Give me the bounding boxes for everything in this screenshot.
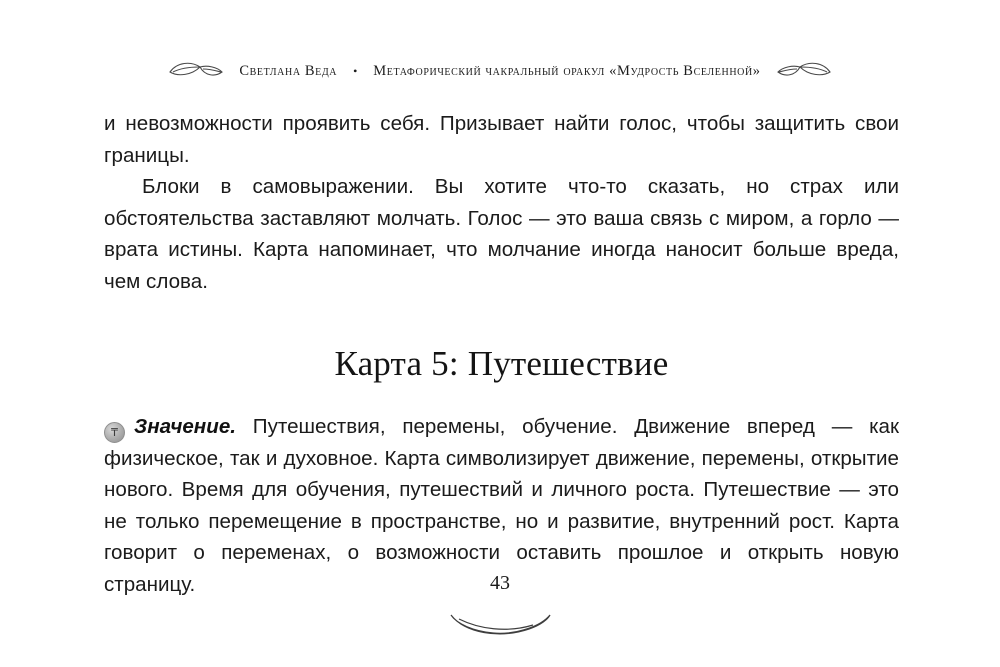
body-paragraph-2: Блоки в самовыражении. Вы хотите что-то сказать, но страх или обстоятельства заставляют молчать. Голос — это ваша связь с миром, а горло — врата истины. Карта напоминает, что молчание иногда наносит больше вреда, чем слова. <box>104 175 899 293</box>
footer-ornament <box>0 609 1000 639</box>
running-head-title: Метафорический чакральный оракул «Мудрость Вселенной» <box>373 62 761 79</box>
page-content <box>104 108 899 600</box>
section-heading-block <box>104 343 899 385</box>
chakra-circle-icon: ₸ <box>104 422 125 443</box>
page-title: Карта 5: Путешествие <box>334 344 669 383</box>
running-head-separator: • <box>353 63 358 78</box>
page-number: 43 <box>490 572 510 594</box>
leaf-swash-ornament-icon <box>445 609 555 639</box>
running-head-author: Светлана Веда <box>239 62 338 79</box>
running-head <box>100 56 900 86</box>
body-paragraph-1: и невозможности проявить себя. Призывает найти голос, чтобы защитить свои границы. <box>104 112 899 167</box>
leaf-ornament-icon-left <box>167 58 225 84</box>
meaning-label: Значение. <box>134 415 236 438</box>
leaf-ornament-icon-right <box>775 58 833 84</box>
meaning-text: Путешествия, перемены, обучение. Движение вперед — как физическое, так и духовное. Карта символизирует движение, перемены, открытие нового. Время для обучения, путешествий и личного роста. Путешествие — это не только перемещение в пространстве, но и развитие, внутренний рост. Карта говорит о переменах, о возможности оставить прошлое и открыть новую страницу. <box>104 415 899 596</box>
